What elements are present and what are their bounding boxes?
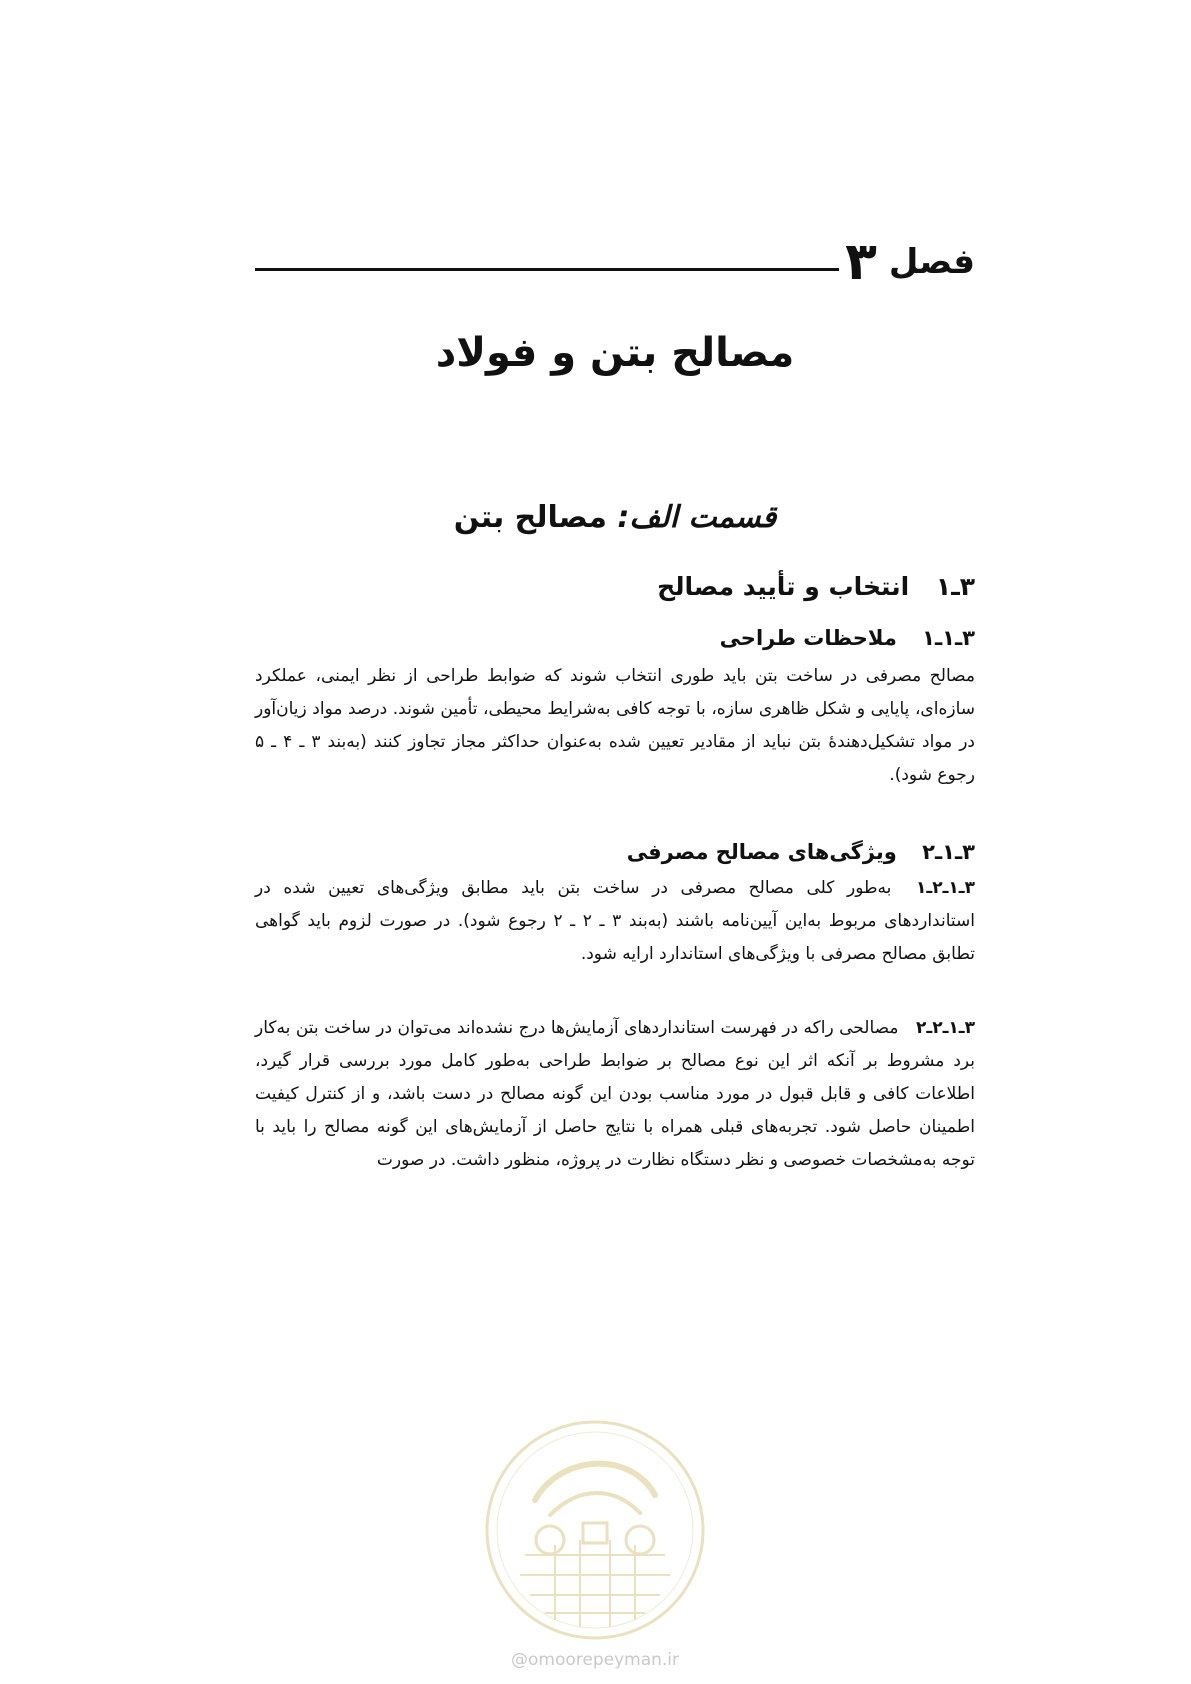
section-heading-3-1-1 (255, 626, 975, 650)
section-title: ویژگی‌های مصالح مصرفی (626, 840, 897, 864)
clause-body: مصالحی راکه در فهرست استانداردهای آزمایش‌ها درج نشده‌اند می‌توان در ساخت بتن به‌کار برد مشروط بر آنکه اثر این نوع مصالح بر ضوابط طراحی به‌طور کامل مورد بررسی قرار گیرد، اطلاعات کافی و قابل قبول در مورد مناسب بودن این گونه مصالح در دست باشد، و از کنترل کیفیت اطمینان حاصل شود. تجربه‌های قبلی همراه با نتایج حاصل از آزمایش‌های این گونه مصالح را باید با توجه به‌مشخصات خصوصی و نظر دستگاه نظارت در پروژه، منظور داشت. در صورت (255, 1018, 975, 1170)
section-number: ۳ـ۱ـ۱ (922, 626, 975, 650)
section-heading-3-1-2 (255, 840, 975, 864)
omoorepeyman-seal-icon (480, 1415, 710, 1645)
section-title: ملاحظات طراحی (719, 626, 897, 650)
clause-body: به‌طور کلی مصالح مصرفی در ساخت بتن باید مطابق ویژگی‌های تعیین شده در استانداردهای مربوط به‌این آیین‌نامه باشند (به‌بند ۳ ـ ۲ ـ ۲ رجوع شود). در صورت لزوم باید گواهی تطابق مصالح مصرفی با ویژگی‌های استاندارد ارایه شود. (255, 878, 975, 964)
chapter-label: فصل (888, 242, 975, 282)
part-title (255, 500, 975, 535)
clause-number: ۳ـ۱ـ۲ـ۲ (916, 1018, 975, 1038)
chapter-header (255, 232, 975, 292)
section-title: انتخاب و تأیید مصالح (657, 572, 910, 601)
section-heading-3-1 (255, 572, 975, 601)
chapter-title: مصالح بتن و فولاد (435, 330, 795, 376)
paragraph-3-1-1: مصالح مصرفی در ساخت بتن باید طوری انتخاب شوند که ضوابط طراحی از نظر ایمنی، عملکرد سازه‌ای، پایایی و شکل ظاهری سازه، با توجه کافی به‌شرایط محیطی، تأمین شوند. درصد مواد زیان‌آور در مواد تشکیل‌دهندهٔ بتن نباید از مقادیر تعیین شده به‌عنوان حداکثر مجاز تجاوز کنند (به‌بند ۳ ـ ۴ ـ ۵ رجوع شود). (255, 666, 975, 785)
part-name: مصالح بتن (453, 500, 607, 535)
chapter-number: ۳ (845, 232, 877, 292)
paragraph-3-1-2-2 (255, 1012, 975, 1177)
clause-number: ۳ـ۱ـ۲ـ۱ (916, 878, 975, 898)
section-number: ۳ـ۱ (935, 572, 975, 601)
chapter-rule (255, 268, 839, 271)
paragraph-3-1-2-1 (255, 872, 975, 971)
section-number: ۳ـ۱ـ۲ (922, 840, 975, 864)
watermark-url: @omoorepeyman.ir (510, 1650, 680, 1670)
part-label: قسمت الف: (617, 500, 777, 535)
